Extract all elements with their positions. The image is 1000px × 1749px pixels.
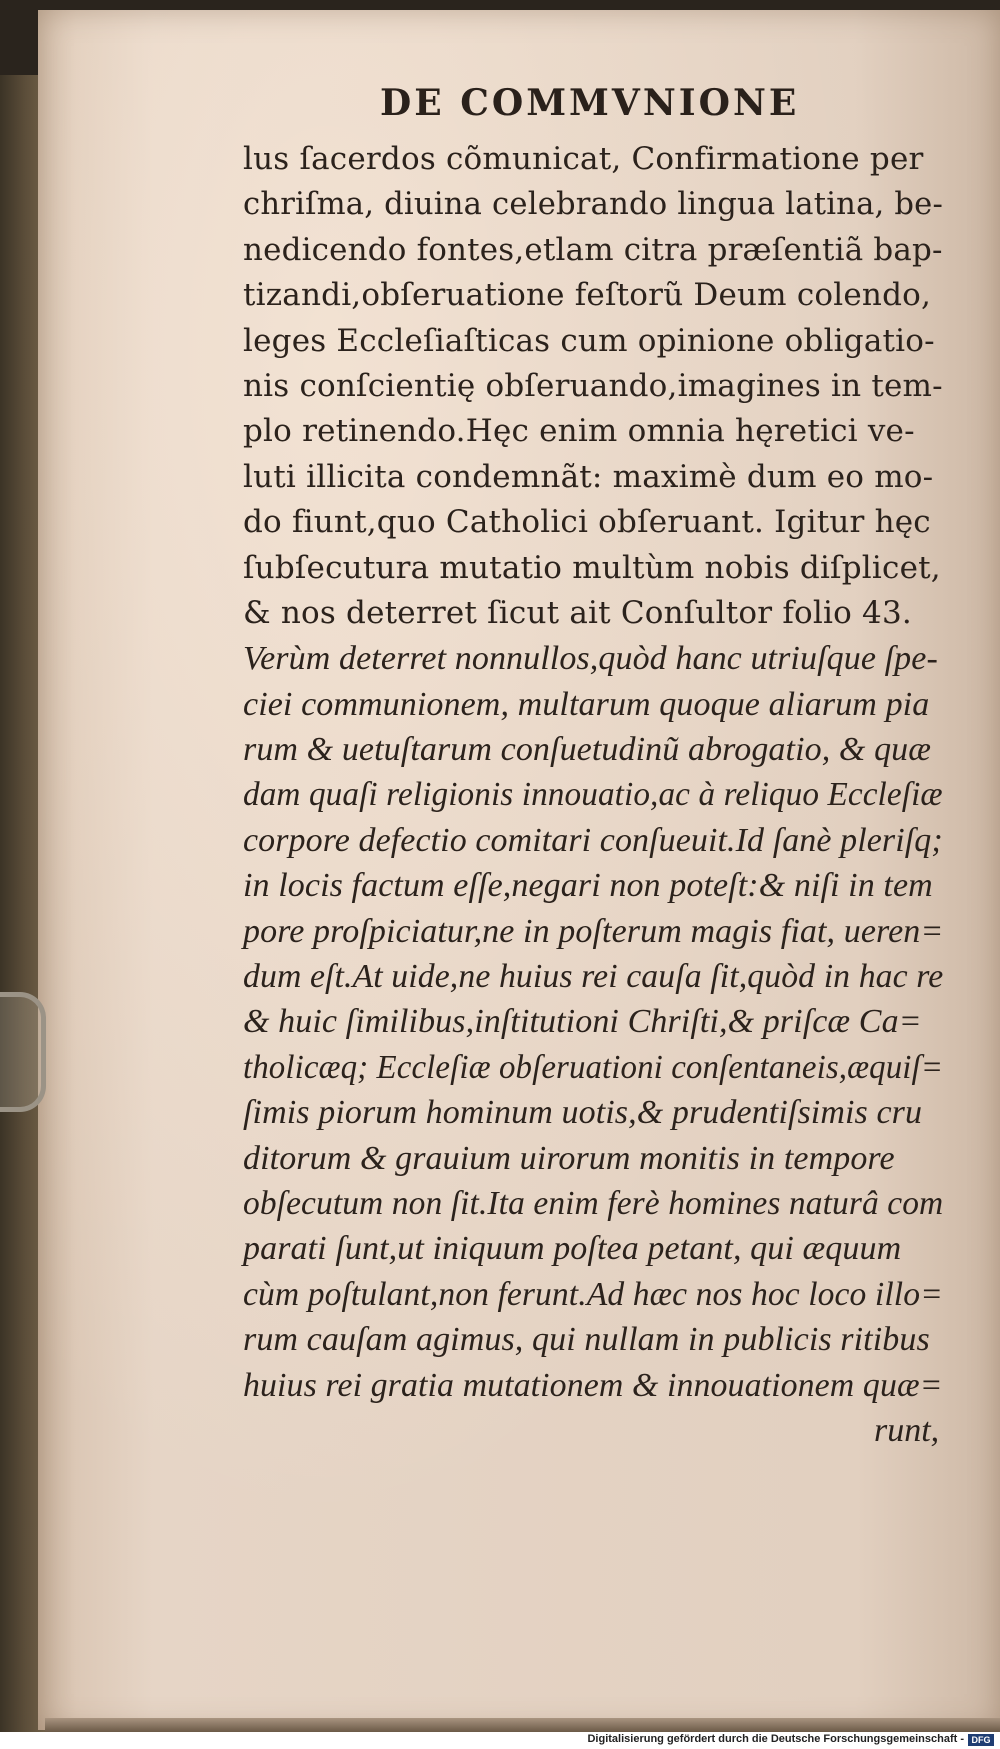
text-line: ditorum & grauium uirorum monitis in tempore: [243, 1139, 895, 1177]
book-clasp: [0, 992, 46, 1112]
text-line: do fiunt,quo Catholici obſeruant. Igitur hęc: [243, 504, 931, 541]
digitization-credit: Digitalisierung gefördert durch die Deutsche Forschungsgemeinschaft -: [587, 1733, 964, 1745]
text-line: parati ſunt,ut iniquum poſtea petant, qui æquum: [243, 1230, 902, 1268]
text-line: nis conſcientię obſeruando,imagines in tem-: [243, 367, 943, 404]
text-line: ciei communionem, multarum quoque aliarum pia: [243, 685, 930, 723]
catchword: runt,: [874, 1412, 940, 1449]
text-line: obſecutum non ſit.Ita enim ferè homines naturâ com: [243, 1184, 944, 1222]
text-line: Verùm deterret nonnullos,quòd hanc utriuſque ſpe-: [243, 640, 938, 678]
text-line: & huic ſimilibus,inſtitutioni Chriſti,& priſcæ Ca=: [243, 1003, 922, 1041]
text-line: rum cauſam agimus, qui nullam in publicis ritibus: [243, 1321, 930, 1359]
text-line: ſimis piorum hominum uotis,& prudentiſsimis cru: [243, 1094, 923, 1132]
text-line: & nos deterret ſicut ait Conſultor folio 43.: [243, 594, 912, 631]
text-line: luti illicita condemnãt: maximè dum eo mo-: [243, 458, 934, 495]
text-line: corpore defectio comitari conſueuit.Id ſanè pleriſq;: [243, 821, 943, 859]
text-line: tholicæq; Eccleſiæ obſeruationi conſentaneis,æquiſ=: [243, 1048, 944, 1086]
text-line: rum & uetuſtarum conſuetudinũ abrogatio, & quæ: [243, 731, 932, 769]
page-bottom-edge: [45, 1718, 1000, 1732]
text-line: chriſma, diuina celebrando lingua latina, be-: [243, 186, 944, 223]
footer-bar: [0, 1732, 1000, 1749]
text-line: ſubſecutura mutatio multùm nobis diſplicet,: [243, 549, 941, 586]
text-line: plo retinendo.Hęc enim omnia hęretici ve-: [243, 413, 915, 450]
text-line: pore proſpiciatur,ne in poſterum magis fiat, ueren=: [243, 912, 944, 950]
dfg-logo: DFG: [968, 1734, 994, 1746]
text-line: leges Eccleſiaſticas cum opinione obligatio-: [243, 322, 935, 359]
text-line: dum eſt.At uide,ne huius rei cauſa ſit,quòd in hac re: [243, 958, 944, 996]
text-line: lus ſacerdos cõmunicat, Confirmatione per: [243, 141, 924, 177]
running-header: DE COMMVNIONE: [380, 82, 800, 124]
text-line: dam quaſi religionis innouatio,ac à reliquo Eccleſiæ: [243, 776, 943, 814]
text-line: tizandi,obſeruatione feſtorũ Deum colendo,: [243, 277, 932, 314]
text-line: nedicendo fontes,etlam citra præſentiã bap-: [243, 231, 943, 268]
text-line: cùm poſtulant,non ferunt.Ad hæc nos hoc loco illo=: [243, 1275, 943, 1313]
text-line: huius rei gratia mutationem & innouationem quæ=: [243, 1366, 943, 1404]
body-text: [243, 137, 943, 1408]
text-line: in locis factum eſſe,negari non poteſt:& niſi in tem: [243, 867, 933, 905]
